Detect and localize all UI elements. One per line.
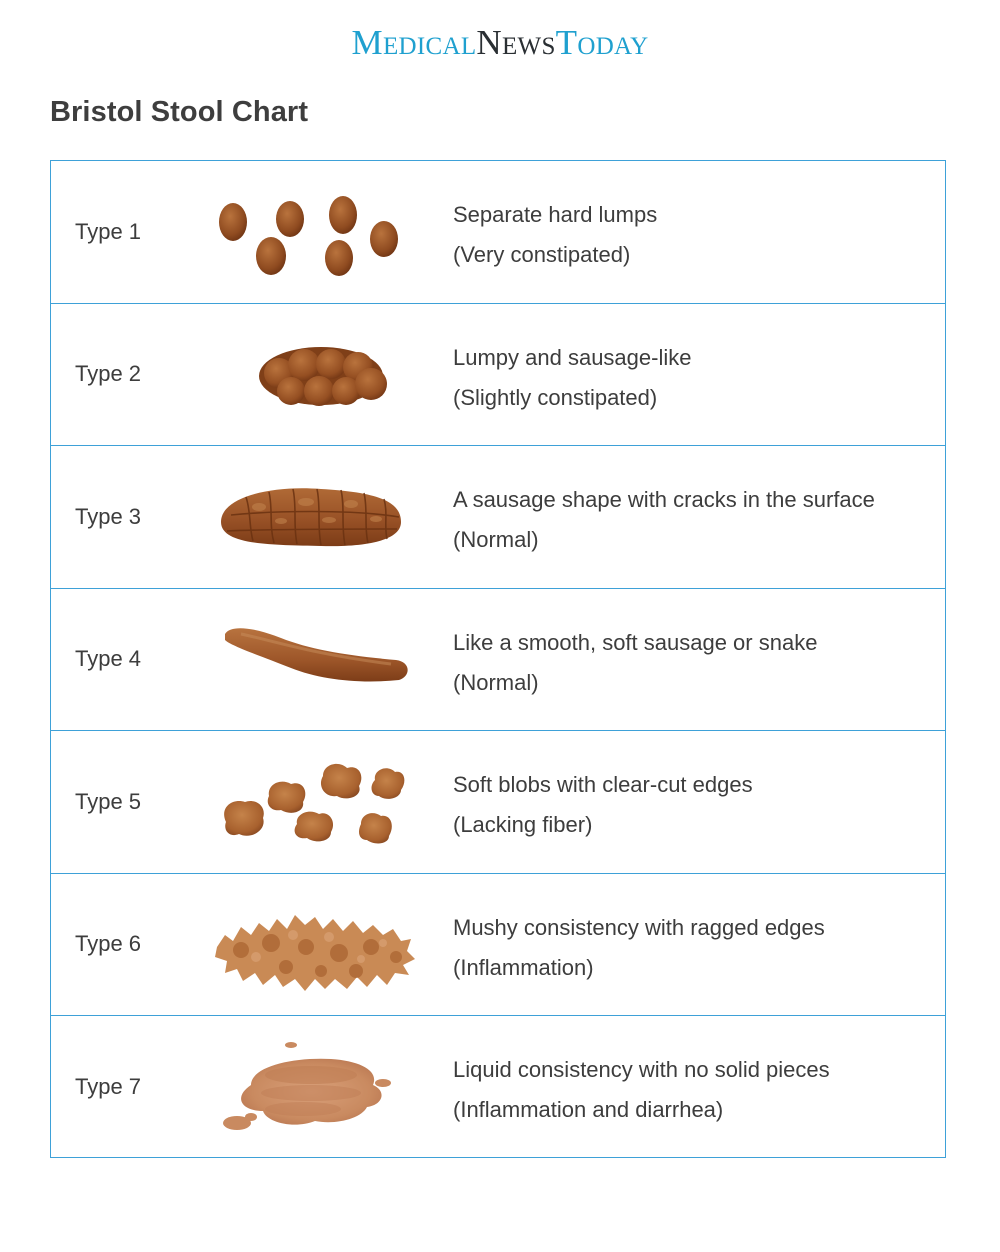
type-description: [453, 1050, 830, 1130]
description-line: A sausage shape with cracks in the surface: [453, 487, 875, 512]
chart-row-type-2: [51, 304, 945, 447]
description-line: Mushy consistency with ragged edges: [453, 914, 825, 940]
chart-row-type-6: [51, 874, 945, 1017]
page-title: Bristol Stool Chart: [50, 96, 309, 128]
type-label: Type 7: [75, 1074, 142, 1100]
description-line: Soft blobs with clear-cut edges: [453, 772, 753, 797]
description-note: (Very constipated): [453, 242, 631, 267]
description-line: Liquid consistency with no solid pieces: [453, 1057, 830, 1082]
description-note: (Lacking fiber): [453, 812, 593, 837]
chart-row-type-5: [51, 731, 945, 874]
type-5-stool-illustration: [211, 752, 416, 852]
description-line: Separate hard lumps: [453, 202, 658, 227]
description-note: (Inflammation): [453, 954, 594, 980]
stool-chart-table: [50, 160, 946, 1158]
type-label: Type 4: [75, 646, 142, 672]
description-note: (Normal): [453, 669, 539, 695]
description-line: Lumpy and sausage-like: [453, 344, 692, 370]
chart-row-type-1: [51, 161, 945, 304]
medical-news-today-logo[interactable]: MEDICALNEWSTODAY: [351, 23, 649, 62]
type-1-stool-illustration: [211, 182, 416, 282]
type-description: [453, 480, 875, 560]
description-note: (Slightly constipated): [453, 384, 658, 410]
type-label: Type 1: [75, 218, 142, 244]
chart-row-type-3: [51, 446, 945, 589]
type-label: Type 2: [75, 361, 142, 387]
type-label: Type 5: [75, 788, 142, 814]
type-7-stool-illustration: [211, 1037, 416, 1137]
type-description: [453, 195, 657, 275]
type-description: [453, 338, 691, 418]
type-4-stool-illustration: [211, 610, 416, 710]
type-2-stool-illustration: [211, 325, 416, 425]
type-description: [453, 908, 825, 988]
type-3-stool-illustration: [211, 467, 416, 567]
type-6-stool-illustration: [211, 895, 416, 995]
type-label: Type 6: [75, 931, 142, 957]
description-line: Like a smooth, soft sausage or snake: [453, 629, 818, 655]
description-note: (Normal): [453, 527, 539, 552]
description-note: (Inflammation and diarrhea): [453, 1097, 724, 1122]
type-description: [453, 765, 753, 845]
chart-row-type-4: [51, 589, 945, 732]
type-description: [453, 623, 817, 703]
chart-row-type-7: [51, 1016, 945, 1159]
type-label: Type 3: [75, 503, 142, 529]
